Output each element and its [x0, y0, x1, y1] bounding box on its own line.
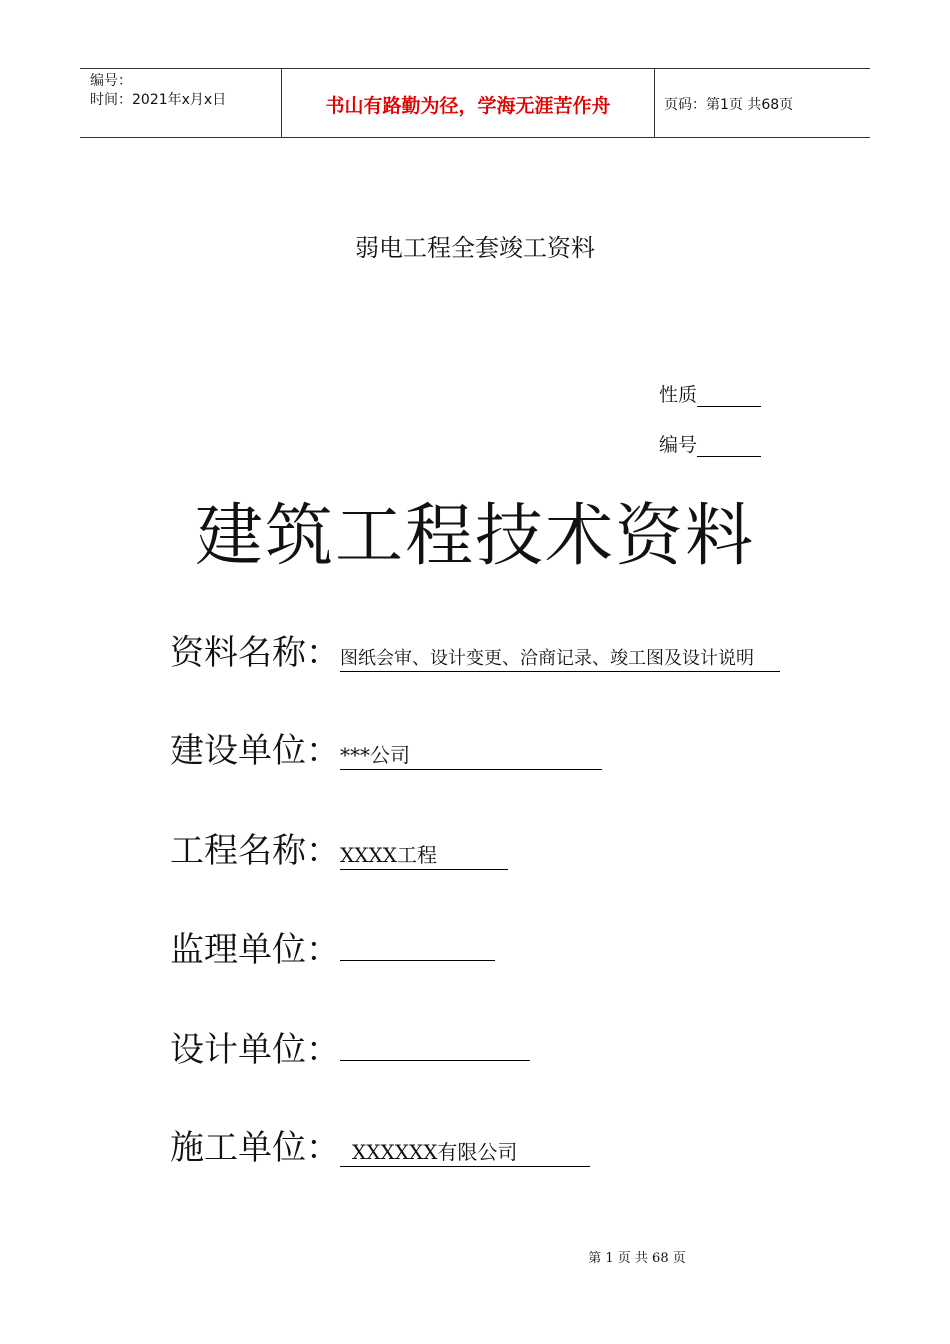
field-document-name — [170, 625, 780, 674]
header-number-label: 编号： — [90, 73, 132, 89]
field-value — [340, 1035, 530, 1061]
header-motto: 书山有路勤为径，学海无涯苦作舟 — [325, 95, 611, 117]
meta-nature — [659, 380, 761, 407]
header-page-info: 页码：第1页 共68页 — [664, 97, 794, 113]
field-value: ***公司 — [340, 739, 602, 770]
field-contractor-unit — [170, 1120, 590, 1169]
field-label: 设计单位： — [170, 1030, 340, 1070]
header-cell-info — [80, 69, 282, 137]
page-header-table — [80, 68, 870, 138]
field-value — [340, 935, 495, 961]
header-cell-motto — [282, 69, 655, 137]
field-label: 施工单位： — [170, 1128, 340, 1168]
field-label: 工程名称： — [170, 831, 340, 871]
field-label: 建设单位： — [170, 731, 340, 771]
meta-number-label: 编号 — [659, 434, 698, 456]
footer-page-text: 第 1 页 共 68 页 — [588, 1251, 686, 1266]
field-value: XXXX工程 — [340, 839, 508, 870]
meta-nature-label: 性质 — [659, 384, 698, 406]
meta-number-blank — [697, 436, 761, 457]
header-time-label: 时间：2021年x月x日 — [90, 92, 227, 108]
meta-nature-blank — [697, 386, 761, 407]
field-project-name — [170, 823, 508, 872]
field-value: 图纸会审、设计变更、洽商记录、竣工图及设计说明 — [340, 644, 780, 672]
field-construction-unit — [170, 723, 602, 772]
header-cell-page — [655, 69, 870, 137]
field-label: 监理单位： — [170, 930, 340, 970]
field-value: XXXXXX有限公司 — [340, 1136, 590, 1167]
main-title: 建筑工程技术资料 — [194, 497, 755, 576]
field-label: 资料名称： — [170, 633, 340, 673]
field-design-unit — [170, 1022, 530, 1071]
meta-number — [659, 430, 761, 457]
field-supervision-unit — [170, 922, 495, 971]
page-footer — [0, 1247, 950, 1266]
document-heading: 弱电工程全套竣工资料 — [355, 234, 595, 262]
